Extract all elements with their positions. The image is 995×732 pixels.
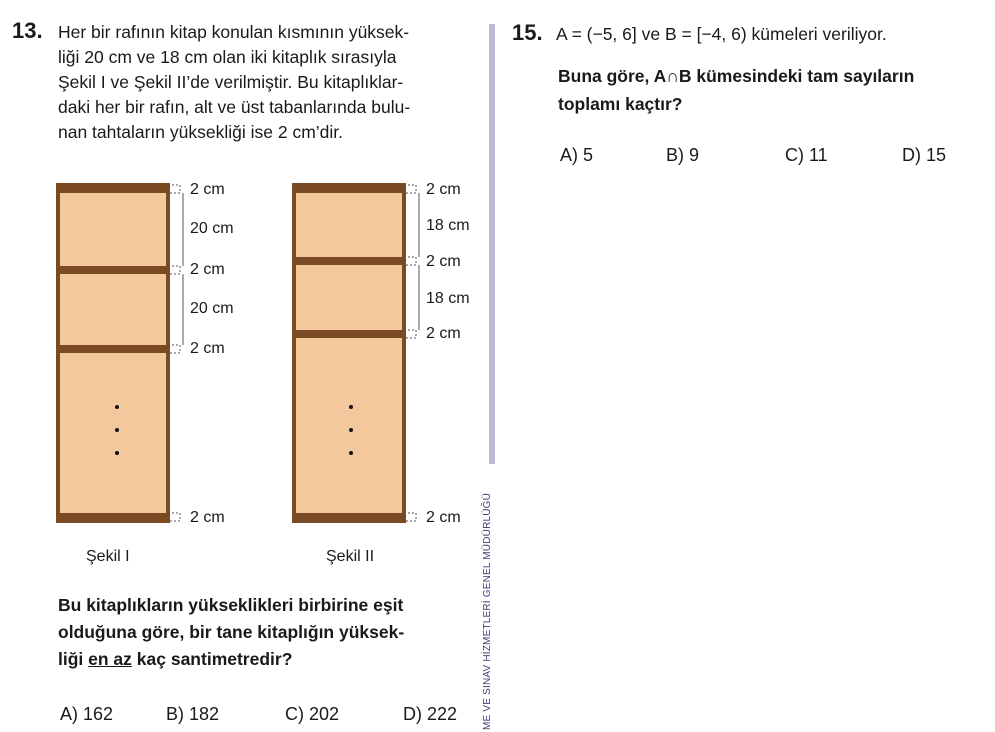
fig1-caption: Şekil I bbox=[86, 548, 130, 565]
fig1-dot-2 bbox=[115, 428, 119, 432]
fig1-dimension-lines bbox=[168, 185, 183, 521]
q15-option-a[interactable]: A) 5 bbox=[560, 145, 594, 165]
q13-option-b[interactable]: B) 182 bbox=[166, 704, 220, 724]
fig1-label-bottom-board: 2 cm bbox=[190, 509, 225, 526]
fig1-label-shelf-height-2: 20 cm bbox=[190, 300, 234, 317]
q13-number: 13. bbox=[12, 18, 43, 43]
fig2-dot-2 bbox=[349, 428, 353, 432]
fig2-label-shelf-height-1: 18 cm bbox=[426, 217, 470, 234]
fig2-shelf-1 bbox=[294, 257, 404, 265]
q13-line-1: Her bir rafının kitap konulan kısmının yüksek- bbox=[58, 22, 410, 42]
q13-text bbox=[58, 20, 483, 145]
q15-number: 15. bbox=[512, 20, 543, 45]
q13-question-line-3 bbox=[58, 646, 483, 673]
fig1-shelf-2 bbox=[58, 345, 168, 353]
q13-line-4: daki her bir rafın, alt ve üst tabanlarında bulu- bbox=[58, 97, 411, 117]
fig2-dimension-lines bbox=[404, 185, 419, 521]
q13-line-2: liği 20 cm ve 18 cm olan iki kitaplık sırasıyla bbox=[58, 47, 397, 67]
fig2-shelf-2 bbox=[294, 330, 404, 338]
q15-statement: A = (−5, 6] ve B = [−4, 6) kümeleri veriliyor. bbox=[556, 24, 887, 44]
column-divider bbox=[489, 24, 495, 464]
fig2-label-shelf-height-2: 18 cm bbox=[426, 290, 470, 307]
fig2-label-bottom-board: 2 cm bbox=[426, 509, 461, 526]
q15-question-line-2: toplamı kaçtır? bbox=[558, 94, 683, 114]
q13-line-3: Şekil I ve Şekil II’de verilmiştir. Bu kitaplıklar- bbox=[58, 72, 404, 92]
q13-line-5: nan tahtaların yüksekliği ise 2 cm’dir. bbox=[58, 122, 343, 142]
q13-option-d[interactable]: D) 222 bbox=[403, 704, 458, 724]
fig1-label-shelf-height-1: 20 cm bbox=[190, 220, 234, 237]
fig2-top-board bbox=[294, 185, 404, 193]
fig1-shelf-1 bbox=[58, 266, 168, 274]
q15-question bbox=[558, 62, 988, 118]
q15-question-line-1: Buna göre, A∩B kümesindeki tam sayıların bbox=[558, 66, 915, 86]
fig1-dot-3 bbox=[115, 451, 119, 455]
fig1-dot-1 bbox=[115, 405, 119, 409]
fig1-label-board-2: 2 cm bbox=[190, 261, 225, 278]
q13-option-a[interactable]: A) 162 bbox=[60, 704, 114, 724]
q15-option-d[interactable]: D) 15 bbox=[902, 145, 947, 165]
fig2-label-board-2: 2 cm bbox=[426, 253, 461, 270]
side-vertical-text: ME VE SINAV HİZMETLERİ GENEL MÜDÜRLÜĞÜ bbox=[482, 492, 493, 730]
q15-option-c[interactable]: C) 11 bbox=[785, 145, 828, 165]
q13-question-prefix: liği bbox=[58, 649, 89, 669]
fig2-label-board-3: 2 cm bbox=[426, 325, 461, 342]
fig2-cabinet bbox=[294, 185, 404, 521]
fig1-top-board bbox=[58, 185, 168, 193]
q13-question bbox=[58, 592, 483, 673]
q13-question-line-1: Bu kitaplıkların yükseklikleri birbirine eşit bbox=[58, 595, 404, 615]
q15-option-b[interactable]: B) 9 bbox=[666, 145, 700, 165]
q13-question-line-2: olduğuna göre, bir tane kitaplığın yüksek- bbox=[58, 622, 405, 642]
fig2-bottom-board bbox=[294, 513, 404, 521]
fig2-caption: Şekil II bbox=[326, 548, 375, 565]
fig1-bottom-board bbox=[58, 513, 168, 521]
q13-option-c[interactable]: C) 202 bbox=[285, 704, 340, 724]
fig2-dot-1 bbox=[349, 405, 353, 409]
q13-question-suffix: kaç santimetredir? bbox=[131, 649, 293, 669]
fig1-label-top-board: 2 cm bbox=[190, 181, 225, 198]
fig2-dot-3 bbox=[349, 451, 353, 455]
fig2-label-top-board: 2 cm bbox=[426, 181, 461, 198]
q13-question-emphasis: en az bbox=[88, 649, 132, 669]
fig1-label-board-3: 2 cm bbox=[190, 340, 225, 357]
